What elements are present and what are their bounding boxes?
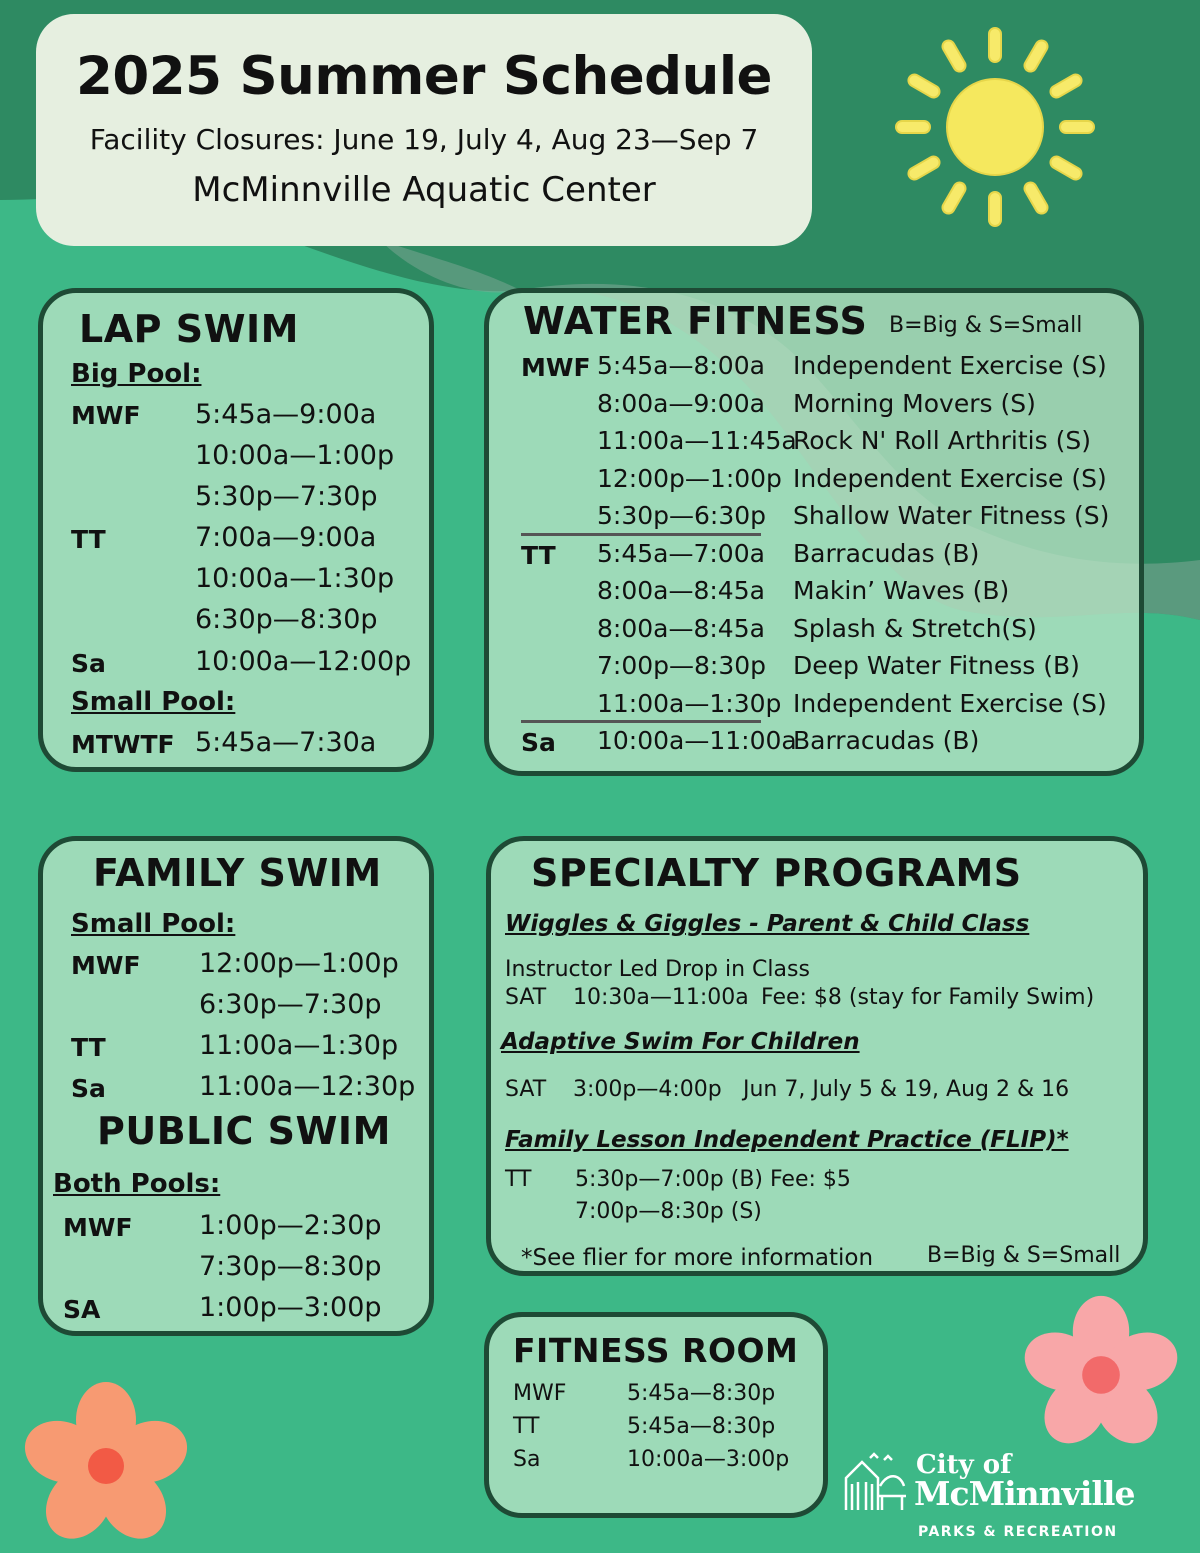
wf-class: Barracudas (B) xyxy=(793,538,980,568)
wf-time: 5:30p—6:30p xyxy=(597,501,767,530)
program-day: SAT xyxy=(505,985,547,1010)
lap-swim-title: LAP SWIM xyxy=(79,307,299,351)
fitness-room-box xyxy=(484,1312,828,1518)
lap-time: 10:00a—1:30p xyxy=(195,563,395,594)
program-desc: Instructor Led Drop in Class xyxy=(505,957,810,982)
wf-class: Morning Movers (S) xyxy=(793,388,1036,418)
lap-time: 5:45a—9:00a xyxy=(195,399,377,430)
wf-class: Barracudas (B) xyxy=(793,726,980,755)
water-fitness-title: WATER FITNESS xyxy=(523,299,868,343)
lap-time: 10:00a—1:00p xyxy=(195,440,395,471)
size-legend: B=Big & S=Small xyxy=(889,313,1083,338)
facility-name: McMinnville Aquatic Center xyxy=(192,170,656,210)
lap-day: TT xyxy=(71,525,106,554)
lap-time: 10:00a—12:00p xyxy=(195,646,412,677)
wf-class: Makin’ Waves (B) xyxy=(793,576,1010,605)
both-pools-label: Both Pools: xyxy=(53,1169,221,1199)
program-day: TT xyxy=(505,1167,532,1192)
wf-time: 11:00a—1:30p xyxy=(597,688,782,718)
wf-time: 8:00a—9:00a xyxy=(597,388,765,418)
wf-time: 5:45a—7:00a xyxy=(597,538,765,568)
lap-time: 5:30p—7:30p xyxy=(195,481,378,512)
wf-class: Independent Exercise (S) xyxy=(793,463,1107,493)
program-title: Family Lesson Independent Practice (FLIP)* xyxy=(505,1127,1069,1153)
logo-line3: PARKS & RECREATION xyxy=(918,1524,1118,1540)
family-day: MWF xyxy=(71,951,141,980)
family-time: 12:00p—1:00p xyxy=(199,948,399,979)
lap-day: MWF xyxy=(71,401,141,430)
program-time: 5:30p—7:00p (B) Fee: $5 xyxy=(575,1167,851,1192)
sun-icon xyxy=(890,22,1100,232)
family-swim-title: FAMILY SWIM xyxy=(93,851,382,895)
closures-text: Facility Closures: June 19, July 4, Aug 23—Sep 7 xyxy=(89,123,759,156)
family-time: 11:00a—1:30p xyxy=(199,1030,399,1061)
family-time: 6:30p—7:30p xyxy=(199,989,382,1020)
wf-time: 8:00a—8:45a xyxy=(597,576,765,605)
wf-time: 8:00a—8:45a xyxy=(597,613,765,643)
family-swim-box xyxy=(38,836,434,1336)
wf-class: Rock N' Roll Arthritis (S) xyxy=(793,426,1091,455)
lap-time: 6:30p—8:30p xyxy=(195,604,378,635)
wf-class: Shallow Water Fitness (S) xyxy=(793,501,1110,530)
fitness-time: 5:45a—8:30p xyxy=(627,1381,776,1406)
wf-time: 5:45a—8:00a xyxy=(597,351,765,380)
wf-day: MWF xyxy=(521,353,591,382)
fitness-room-title: FITNESS ROOM xyxy=(513,1331,799,1370)
program-day: SAT xyxy=(505,1077,547,1102)
wf-time: 12:00p—1:00p xyxy=(597,463,782,493)
program-dates: Jun 7, July 5 & 19, Aug 2 & 16 xyxy=(743,1077,1070,1102)
park-building-icon xyxy=(840,1452,910,1514)
fitness-day: TT xyxy=(513,1414,540,1439)
wf-time: 7:00p—8:30p xyxy=(597,651,767,680)
small-pool-label: Small Pool: xyxy=(71,687,236,717)
lap-time: 5:45a—7:30a xyxy=(195,727,377,758)
flower-orange-icon xyxy=(20,1380,192,1550)
logo-line1: City of xyxy=(916,1450,1012,1480)
program-time: 7:00p—8:30p (S) xyxy=(575,1199,762,1224)
flower-pink-icon xyxy=(1020,1294,1182,1454)
header-card xyxy=(36,14,812,246)
wf-day: TT xyxy=(521,540,556,570)
big-pool-label: Big Pool: xyxy=(71,359,202,389)
fitness-day: MWF xyxy=(513,1381,567,1406)
wf-class: Independent Exercise (S) xyxy=(793,351,1107,380)
page-title: 2025 Summer Schedule xyxy=(76,46,772,107)
city-logo xyxy=(840,1452,1190,1547)
public-day: MWF xyxy=(63,1213,133,1242)
program-time: 3:00p—4:00p xyxy=(573,1077,722,1102)
wf-class: Independent Exercise (S) xyxy=(793,688,1107,718)
size-legend: B=Big & S=Small xyxy=(927,1243,1121,1268)
public-day: SA xyxy=(63,1295,101,1324)
wf-time: 10:00a—11:00a xyxy=(597,726,797,755)
small-pool-label: Small Pool: xyxy=(71,909,236,939)
divider xyxy=(521,720,761,723)
specialty-programs-box xyxy=(486,836,1148,1276)
public-time: 7:30p—8:30p xyxy=(199,1251,382,1282)
specialty-title: SPECIALTY PROGRAMS xyxy=(531,851,1022,895)
program-title: Wiggles & Giggles - Parent & Child Class xyxy=(505,911,1030,937)
wf-class: Deep Water Fitness (B) xyxy=(793,651,1080,680)
family-time: 11:00a—12:30p xyxy=(199,1071,416,1102)
family-day: Sa xyxy=(71,1074,106,1103)
lap-day: Sa xyxy=(71,649,106,678)
public-swim-title: PUBLIC SWIM xyxy=(97,1109,391,1153)
family-day: TT xyxy=(71,1033,106,1062)
water-fitness-box xyxy=(484,288,1144,776)
program-fee: Fee: $8 (stay for Family Swim) xyxy=(761,985,1095,1010)
fitness-time: 10:00a—3:00p xyxy=(627,1447,790,1472)
logo-line2: McMinnville xyxy=(914,1474,1135,1513)
wf-class: Splash & Stretch(S) xyxy=(793,613,1037,643)
lap-day: MTWTF xyxy=(71,730,175,759)
flier-note: *See flier for more information xyxy=(521,1245,874,1271)
wf-day: Sa xyxy=(521,728,556,757)
public-time: 1:00p—3:00p xyxy=(199,1292,382,1323)
program-title: Adaptive Swim For Children xyxy=(501,1029,860,1055)
divider xyxy=(521,533,761,536)
program-time: 10:30a—11:00a xyxy=(573,985,749,1010)
public-time: 1:00p—2:30p xyxy=(199,1210,382,1241)
wf-time: 11:00a—11:45a xyxy=(597,426,797,455)
fitness-time: 5:45a—8:30p xyxy=(627,1414,776,1439)
lap-time: 7:00a—9:00a xyxy=(195,522,377,553)
lap-swim-box xyxy=(38,288,434,772)
fitness-day: Sa xyxy=(513,1447,541,1472)
